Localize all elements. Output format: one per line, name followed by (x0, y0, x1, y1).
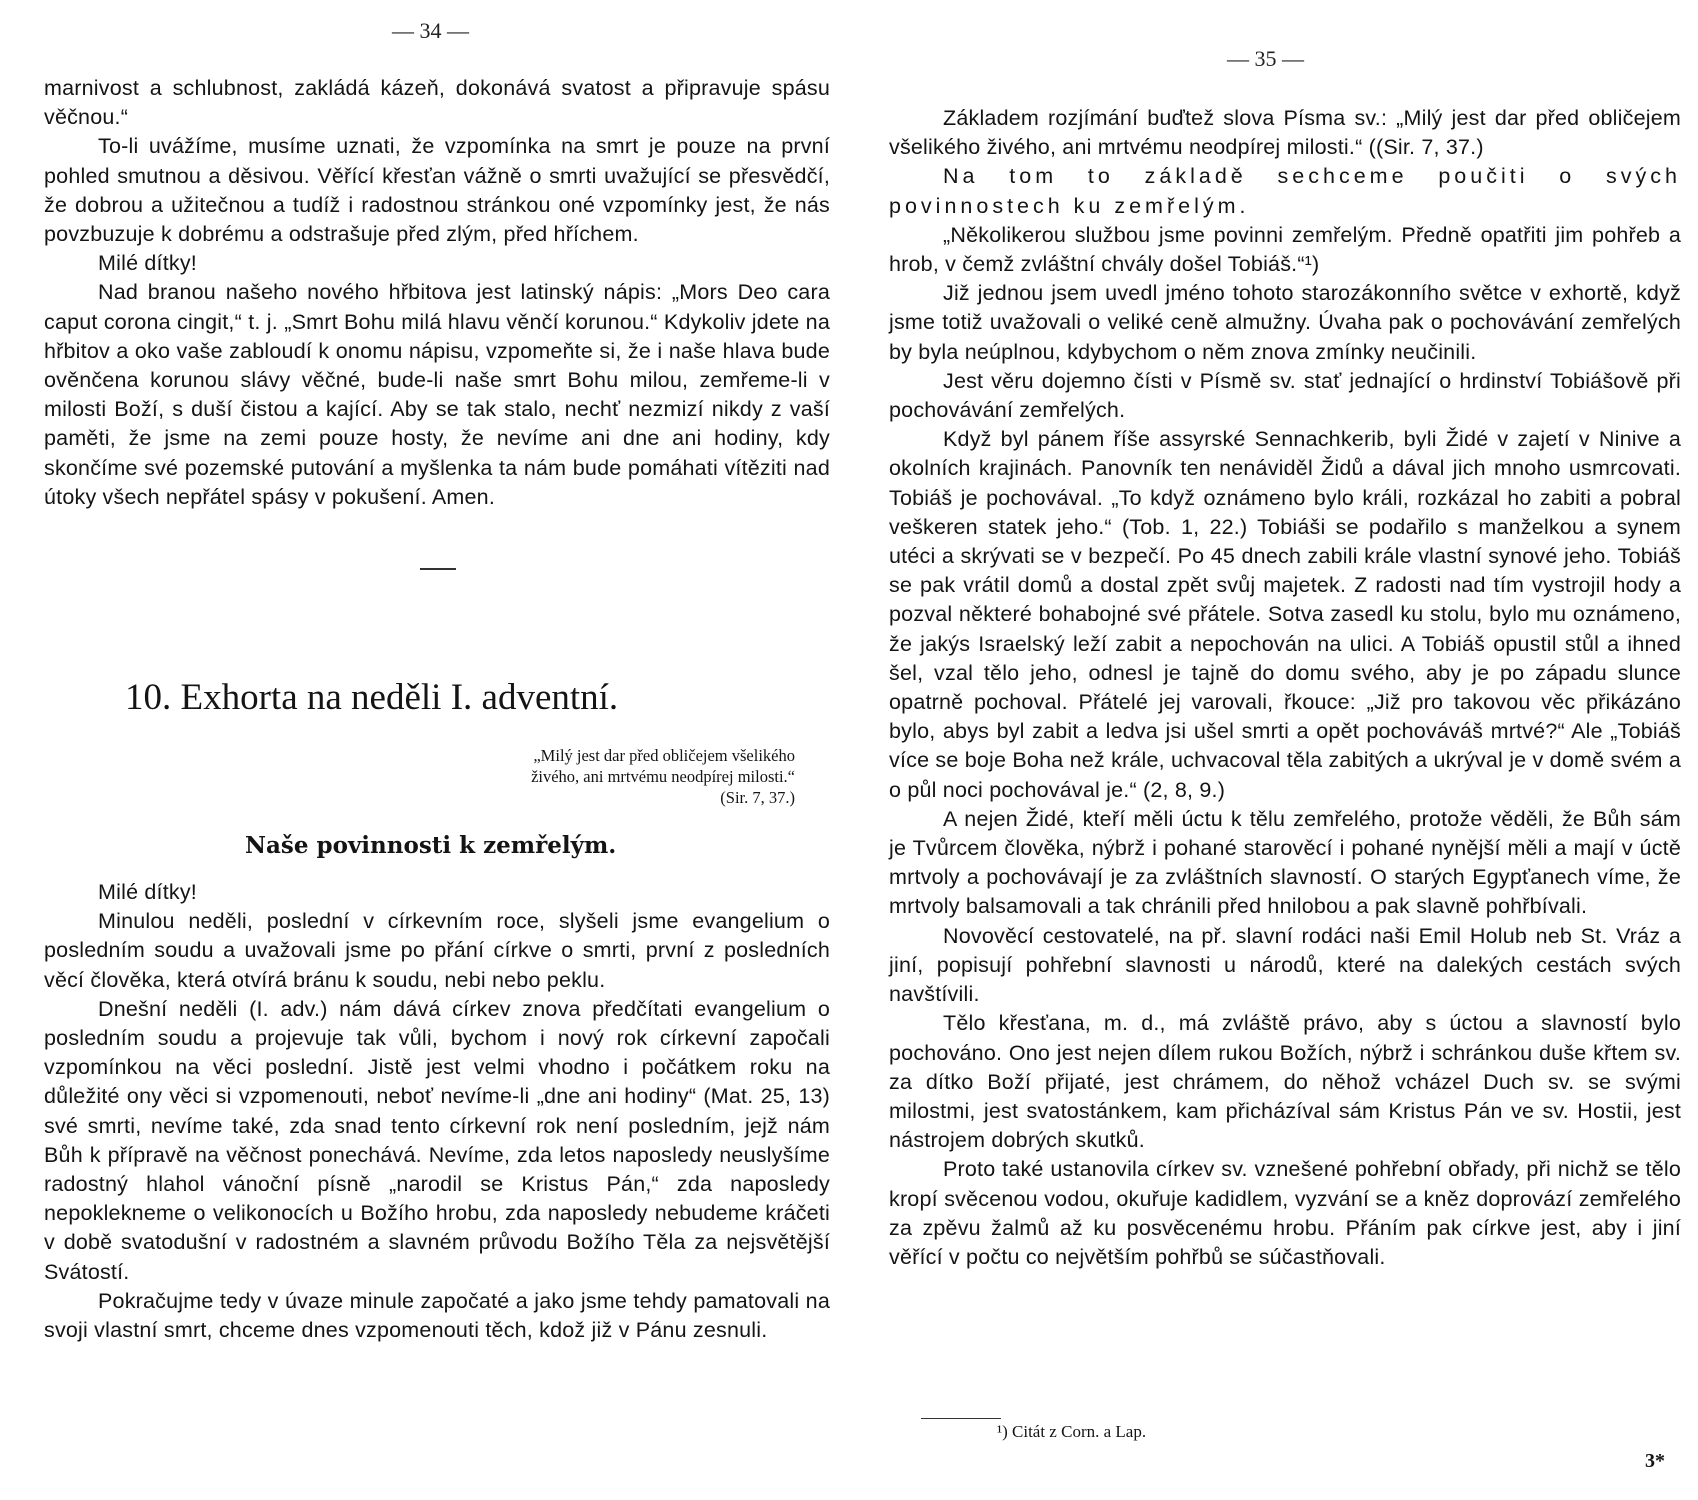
paragraph: marnivost a schlubnost, zakládá kázeň, dokonává svatost a připravuje spásu věčnou.“ (44, 76, 830, 130)
section-divider (420, 568, 456, 570)
signature-mark: 3* (1645, 1450, 1665, 1472)
motto-line: živého, ani mrtvému neodpírej milosti.“ (531, 767, 795, 786)
paragraph: „Několikerou službou jsme povinni zemřelým. Předně opatřiti jim pohřeb a hrob, v čemž zvláštní chvály došel Tobiáš.“¹) (889, 222, 1681, 277)
paragraph: Když byl pánem říše assyrské Sennachkerib, byli Židé v zajetí v Ninive a okolních krajinách. Panovník ten nenáviděl Židů a dával jich mnoho usmrcovati. Tobiáš je pochovával. „To když oznámeno bylo králi, rozkázal ho zabiti a pobral veškeren statek jeho.“ (Tob. 1, 22.) Tobiáši se podařilo s manželkou a synem utéci a skrývati se v bezpečí. Po 45 dnech zabili krále vlastní synové jeho. Tobiáš se pak vrátil domů a dostal zpět svůj majetek. Z radosti nad tím vystrojil hody a pozval některé bohabojné své přátele. Sotva zasedl ku stolu, bylo mu oznámeno, že jakýs Israelský leží zabit a nepochován na ulici. A Tobiáš opustil stůl a ihned šel, vzal tělo jeho, odnesl je tajně do domu svého, aby je po západu slunce opatrně pochoval. Přátelé jej varovali, řkouce: „Již pro takovou věc přikázáno bylo, abys byl zabit a ledva jsi ušel smrti a opět pochováváš mrtvé?“ Ale „Tobiáš více se boje Boha než krále, uchvacoval těla zabitých a ukrýval je v domě svém a o půl noci pochovával je.“ (2, 8, 9.) (889, 427, 1681, 802)
paragraph: Minulou neděli, poslední v církevním roce, slyšeli jsme evangelium o posledním soudu a uvažovali jsme po přání církve o smrti, první z posledních věcí člověka, která otvírá bránu k soudu, nebi nebo peklu. (44, 909, 830, 992)
motto-quote (405, 745, 795, 808)
footnote: ¹) Citát z Corn. a Lap. (997, 1422, 1147, 1441)
paragraph: Základem rozjímání buďtež slova Písma sv.: „Milý jest dar před obličejem všelikého živého, ani mrtvému neodpírej milosti.“ ((Sir. 7, 37.) (889, 106, 1681, 160)
paragraph: Proto také ustanovila církev sv. vznešené pohřební obřady, při nichž se tělo kropí svěcenou vodou, okuřuje kadidlem, vyzvání se a kněz doprovází zemřelého za zpěvu žalmů až ku posvěcenému hrobu. Přáním pak církve jest, aby i jiní věřící v počtu co největším pohřbů se súčastňovali. (889, 1157, 1681, 1269)
paragraph: Nad branou našeho nového hřbitova jest latinský nápis: „Mors Deo cara caput corona cingit,“ t. j. „Smrt Bohu milá hlavu věnčí korunou.“ Kdykoliv jdete na hřbitov a oko vaše zabloudí k onomu nápisu, vzpomeňte si, že i naše hlava bude ověnčena korunou slávy věčné, bude-li naše smrt Bohu milou, zemřeme-li v milosti Boží, s duší čistou a kající. Aby se tak stalo, nechť nezmizí nikdy z vaší paměti, že jsme na zemi pouze hosty, že nevíme ani dne ani hodiny, kdy skončíme své pozemské putování a myšlenka ta nám bude pomáhati vítěziti nad útoky všech nepřátel spásy v pokušení. Amen. (44, 280, 830, 509)
paragraph: Již jednou jsem uvedl jméno tohoto starozákonního světce v exhortě, když jsme totiž uvažovali o veliké ceně almužny. Úvaha pak o pochovávání zemřelých by byla neúplnou, kdybychom o něm znova zmínky neučinili. (889, 281, 1681, 364)
paragraph: Milé dítky! (98, 251, 197, 276)
paragraph: Novověcí cestovatelé, na př. slavní rodáci naši Emil Holub neb St. Vráz a jiní, popisují pohřební slavnosti u národů, které na dalekých cestách svých navštívili. (889, 923, 1681, 1007)
paragraph: Jest věru dojemno čísti v Písmě sv. stať jednající o hrdinství Tobiášově při pochovávání zemřelých. (889, 368, 1681, 423)
right-text (889, 104, 1681, 1272)
sermon-subheading: Naše povinnosti k zemřelým. (245, 832, 617, 859)
footnote-rule (921, 1418, 1001, 1419)
paragraph: Na tom to základě sechceme poučiti o svých povinnostech ku zemřelým. (889, 164, 1681, 218)
paragraph: Dnešní neděli (I. adv.) nám dává církev znova předčítati evangelium o posledním soudu a projevuje tak vůli, bychom i nový rok církevní započali vzpomínkou na věci poslední. Jistě jest velmi vhodno i počátkem roku na důležité ony věci si vzpomenouti, neboť nevíme-li „dne ani hodiny“ (Mat. 25, 13) své smrti, nevíme také, zda snad tento církevní rok není posledním, jejž nám Bůh k přípravě na věčnost ponechává. Nevíme, zda letos naposledy neuslyšíme radostný hlahol vánoční písně „narodil se Kristus Pán,“ zda naposledy nepoklekneme o velikonocích u Božího hrobu, zda naposledy nebudeme kráčeti v době svatodušní v radostném a slavném průvodu Božího Těla za nejsvětější Svátostí. (44, 996, 830, 1284)
page-number-right: — 35 — (1227, 46, 1304, 71)
right-page (849, 0, 1698, 1500)
paragraph: A nejen Židé, kteří měli úctu k tělu zemřelého, protože věděli, že Bůh sám je Tvůrcem člověka, nýbrž i pohané starověcí i pohané nynější měli a mají v úctě mrtvoly a pochovávají je za zvláštních slavností. O starých Egypťanech víme, že mrtvoly balsamovali a tak chránili před hnilobou a pak slavně pohřbívali. (889, 806, 1681, 919)
paragraph: Tělo křesťana, m. d., má zvláště právo, aby s úctou a slavností bylo pochováno. Ono jest nejen dílem rukou Božích, nýbrž i schránkou duše křtem sv. za dítko Boží přijaté, jest chrámem, do něhož vcházel Duch sv. se svými milostmi, jest svatostánkem, kam přicházíval sám Kristus Pán ve sv. Hostii, jest nástrojem dobrých skutků. (889, 1011, 1681, 1153)
left-top-text (44, 74, 830, 512)
paragraph: To-li uvážíme, musíme uznati, že vzpomínka na smrt je pouze na první pohled smutnou a děsivou. Věřící křesťan vážně o smrti uvažující se přesvědčí, že dobrou a užitečnou a tudíž i radostnou stránkou oné vzpomínky jest, že nás povzbuzuje k dobrému a odstrašuje před zlým, před hříchem. (44, 134, 830, 247)
paragraph: Pokračujme tedy v úvaze minule započaté a jako jsme tehdy pamatovali na svoji vlastní smrt, chceme dnes vzpomenouti těch, kdož již v Pánu zesnuli. (44, 1288, 830, 1343)
paragraph: Milé dítky! (98, 880, 197, 904)
motto-reference: (Sir. 7, 37.) (720, 788, 795, 807)
exhortation-heading: 10. Exhorta na neděli I. adventní. (125, 677, 619, 718)
left-sermon-text (44, 878, 830, 1345)
page-number-left: — 34 — (392, 18, 469, 43)
motto-line: „Milý jest dar před obličejem všelikého (533, 746, 795, 765)
